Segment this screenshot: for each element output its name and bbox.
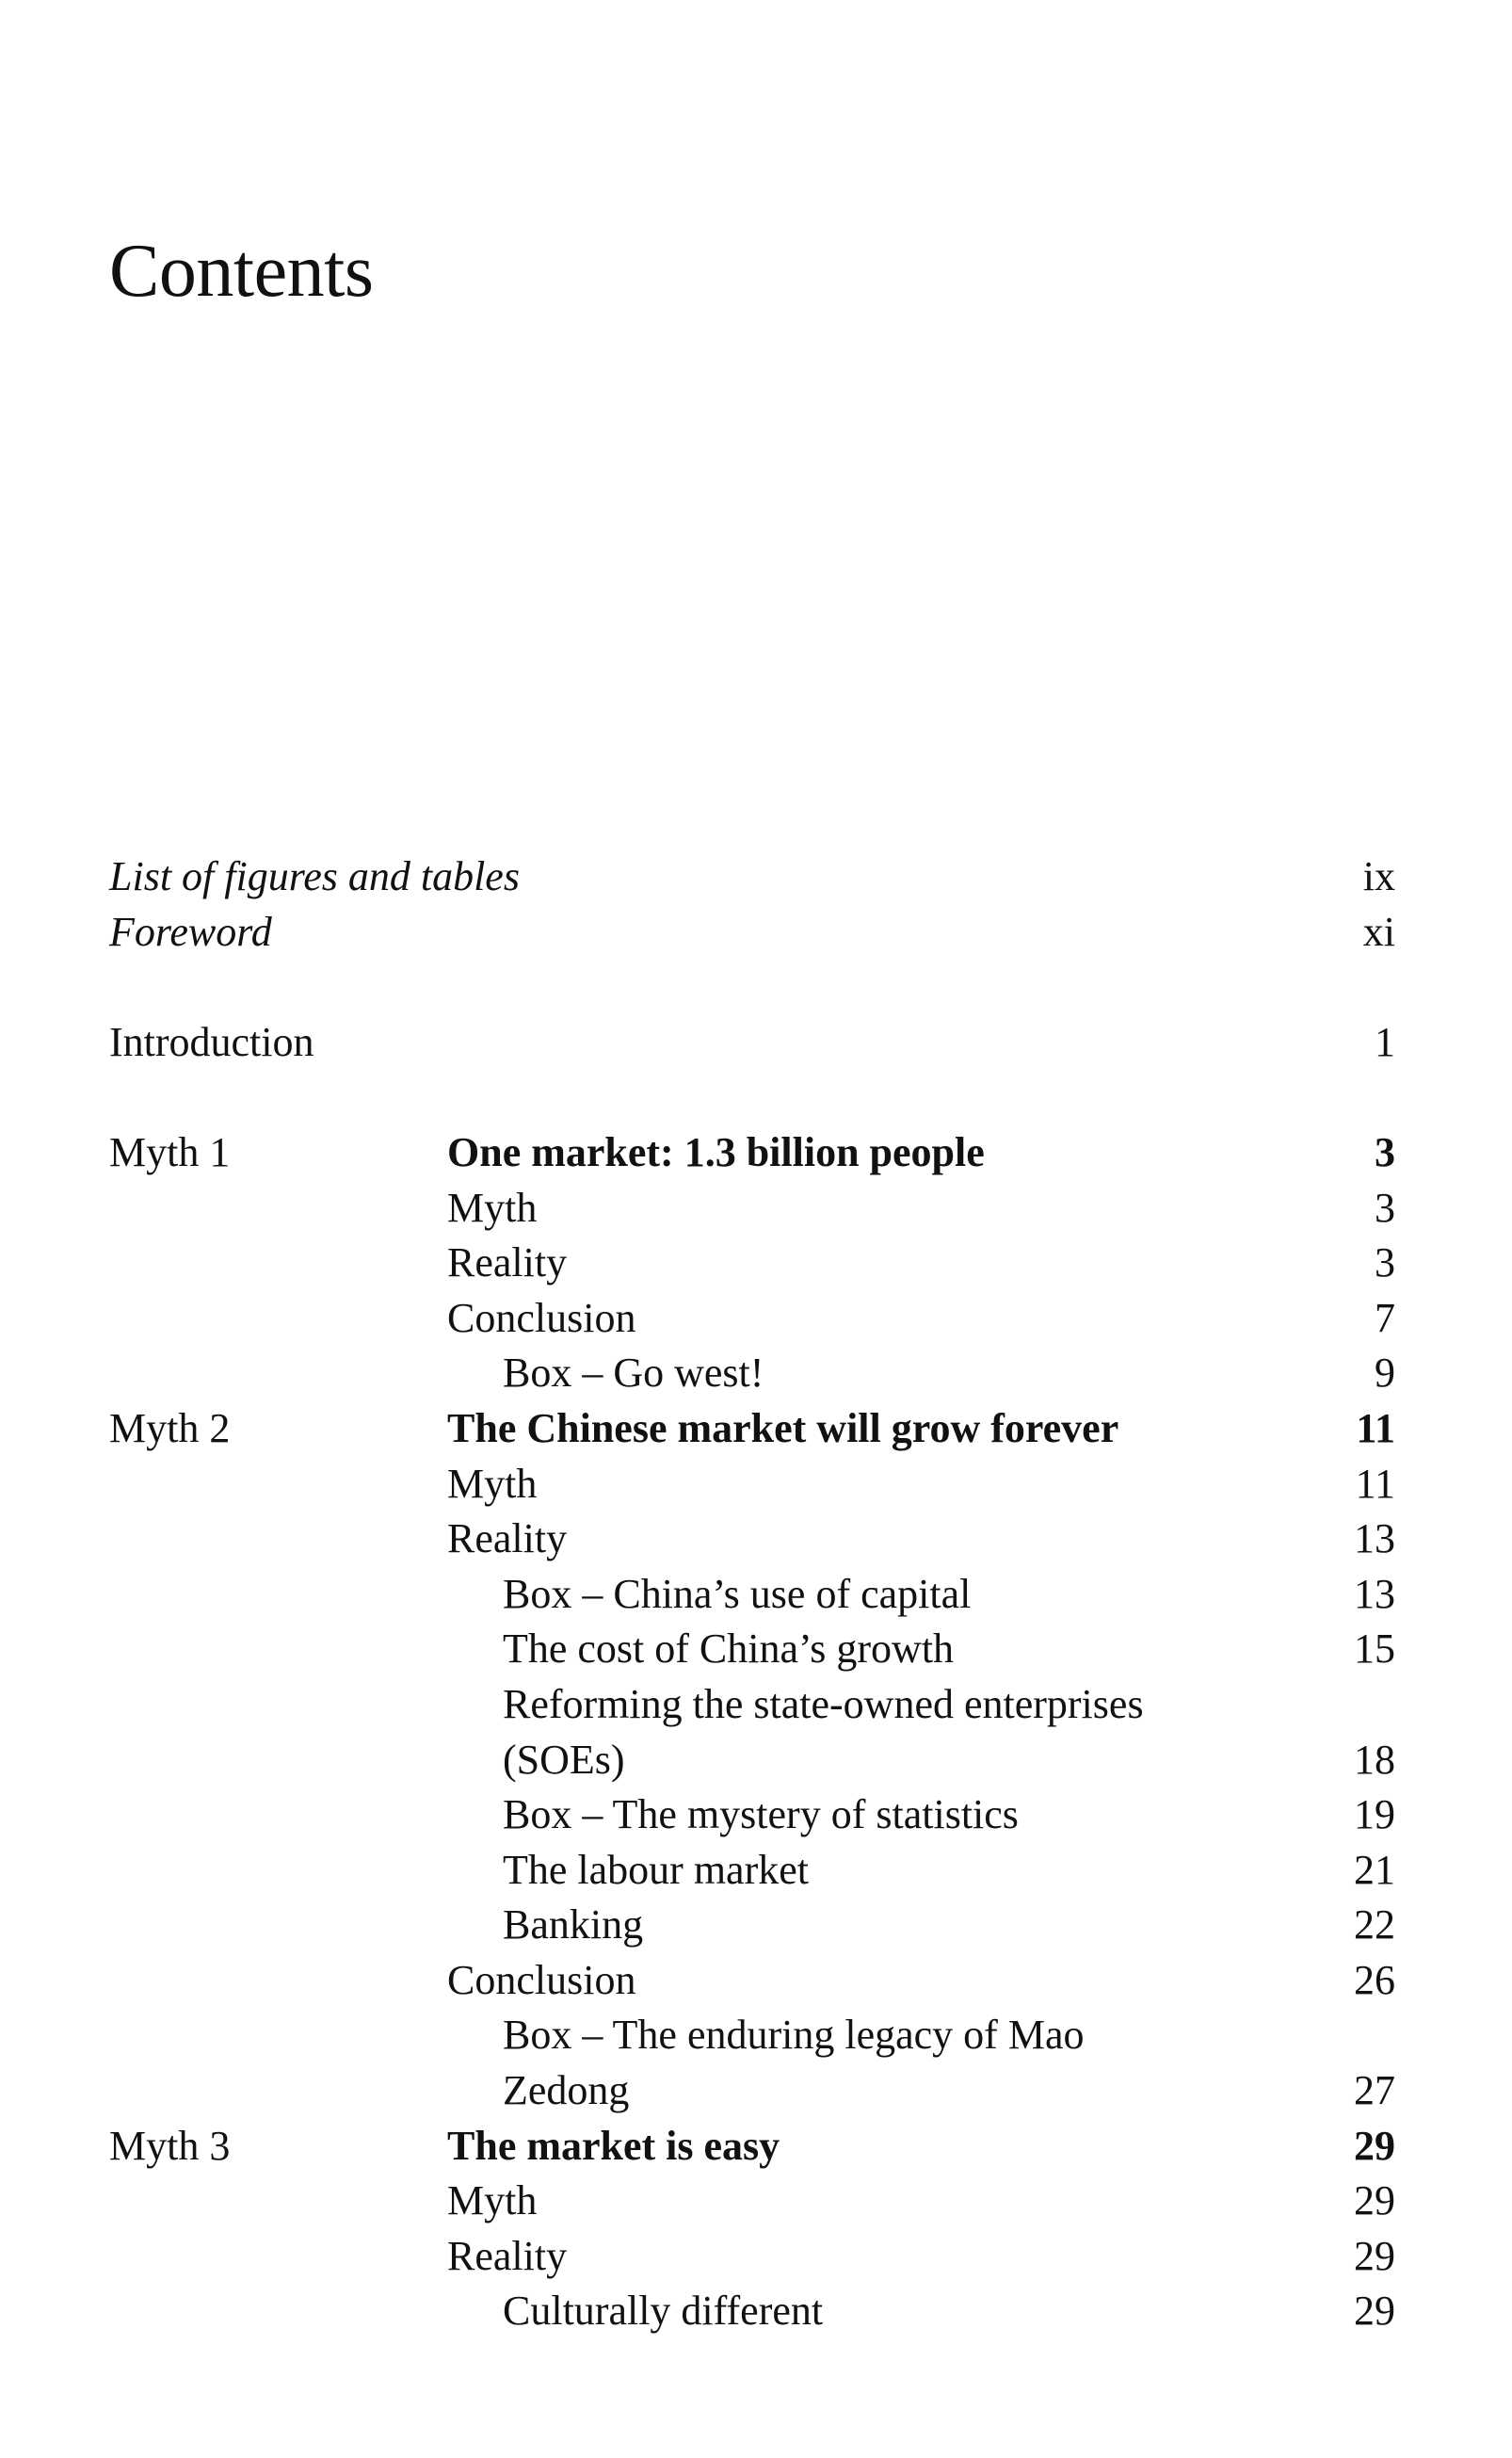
toc-entry[interactable]	[109, 1512, 1395, 1567]
toc-entry-title: Culturally different	[503, 2288, 824, 2335]
toc-entry[interactable]	[109, 905, 1395, 961]
toc-entry[interactable]	[109, 2008, 1395, 2063]
toc-entry-title: The labour market	[503, 1846, 809, 1893]
toc-chapter-title: The Chinese market will grow forever	[447, 1404, 1119, 1451]
toc-entry-title: Myth	[447, 1184, 538, 1231]
toc-page-number: 29	[1354, 2122, 1395, 2169]
toc-page-number: 9	[1375, 1350, 1395, 1397]
toc-page-number: 13	[1354, 1570, 1395, 1617]
toc-page-number: 19	[1354, 1791, 1395, 1838]
toc-page-number: 21	[1354, 1846, 1395, 1893]
toc-page-number: 1	[1375, 1018, 1395, 1065]
toc-page-number: 13	[1354, 1515, 1395, 1562]
toc-entry[interactable]	[109, 1236, 1395, 1291]
toc-entry[interactable]	[109, 1125, 1395, 1181]
toc-myth-label: Myth 1	[109, 1128, 231, 1175]
toc-entry[interactable]	[109, 1291, 1395, 1347]
toc-entry-title: Box – The mystery of statistics	[503, 1791, 1019, 1838]
toc-page-number: 18	[1354, 1736, 1395, 1783]
toc-entry-title: Conclusion	[447, 1294, 636, 1341]
toc-page-number: 26	[1354, 1956, 1395, 2003]
toc-entry[interactable]	[109, 1898, 1395, 1953]
toc-entry[interactable]	[109, 1733, 1395, 1788]
toc-page-number: xi	[1362, 908, 1395, 955]
toc-entry[interactable]	[109, 1346, 1395, 1401]
toc-entry-title: Myth	[447, 1460, 538, 1507]
toc-page-number: 29	[1354, 2177, 1395, 2224]
toc-entry-title: Reality	[447, 2232, 568, 2279]
toc-entry[interactable]	[109, 2284, 1395, 2339]
toc-entry[interactable]	[109, 2229, 1395, 2285]
toc-entry-title: List of figures and tables	[109, 853, 520, 899]
toc-page-number: 29	[1354, 2232, 1395, 2279]
toc-page-number: 3	[1375, 1239, 1395, 1286]
toc-entry[interactable]	[109, 1622, 1395, 1677]
toc-page-number: 11	[1356, 1404, 1395, 1451]
toc-page-number: 29	[1354, 2288, 1395, 2335]
toc-entry[interactable]	[109, 1677, 1395, 1733]
toc-entry[interactable]	[109, 2063, 1395, 2119]
toc-entry-title: Myth	[447, 2177, 538, 2224]
toc-spacer	[109, 960, 1395, 1015]
toc-spacer	[109, 1070, 1395, 1125]
toc-page-number: ix	[1362, 853, 1395, 899]
toc-page-number: 15	[1354, 1625, 1395, 1673]
toc-page-number: 7	[1375, 1294, 1395, 1341]
toc-entry[interactable]	[109, 1015, 1395, 1071]
toc-entry-title: Foreword	[109, 908, 272, 955]
toc-page-number: 11	[1355, 1460, 1395, 1507]
toc-entry[interactable]	[109, 2174, 1395, 2229]
toc-entry-title: Introduction	[109, 1018, 314, 1065]
toc-page-number: 3	[1375, 1184, 1395, 1231]
toc-entry-title: Box – The enduring legacy of Mao	[503, 2012, 1085, 2059]
toc-entry-title: (SOEs)	[503, 1736, 625, 1783]
toc-entry-title: Box – Go west!	[503, 1350, 764, 1397]
toc-entry-title: Conclusion	[447, 1956, 636, 2003]
toc-entry-title: Reality	[447, 1515, 568, 1562]
toc-entry[interactable]	[109, 2119, 1395, 2175]
toc-entry-title: Box – China’s use of capital	[503, 1570, 972, 1617]
toc-entry[interactable]	[109, 1953, 1395, 2009]
toc-entry[interactable]	[109, 1181, 1395, 1237]
toc-entry[interactable]	[109, 1401, 1395, 1457]
toc-myth-label: Myth 3	[109, 2122, 231, 2169]
toc-entry[interactable]	[109, 1787, 1395, 1843]
toc-entry[interactable]	[109, 1457, 1395, 1512]
toc-entry-title: Banking	[503, 1901, 644, 1949]
toc-entry-title: Reforming the state-owned enterprises	[503, 1680, 1144, 1727]
toc-entry[interactable]	[109, 849, 1395, 905]
page-title: Contents	[109, 230, 374, 313]
toc-entry-title: Reality	[447, 1239, 568, 1286]
toc-entry-title: Zedong	[503, 2067, 630, 2114]
toc-page-number: 3	[1375, 1128, 1395, 1175]
toc-entry-title: The cost of China’s growth	[503, 1625, 955, 1673]
toc-page-number: 22	[1354, 1901, 1395, 1949]
toc-chapter-title: One market: 1.3 billion people	[447, 1128, 985, 1175]
toc-myth-label: Myth 2	[109, 1404, 231, 1451]
toc-chapter-title: The market is easy	[447, 2122, 780, 2169]
toc-page-number: 27	[1354, 2067, 1395, 2114]
table-of-contents	[109, 849, 1395, 2339]
toc-entry[interactable]	[109, 1567, 1395, 1623]
toc-entry[interactable]	[109, 1843, 1395, 1899]
